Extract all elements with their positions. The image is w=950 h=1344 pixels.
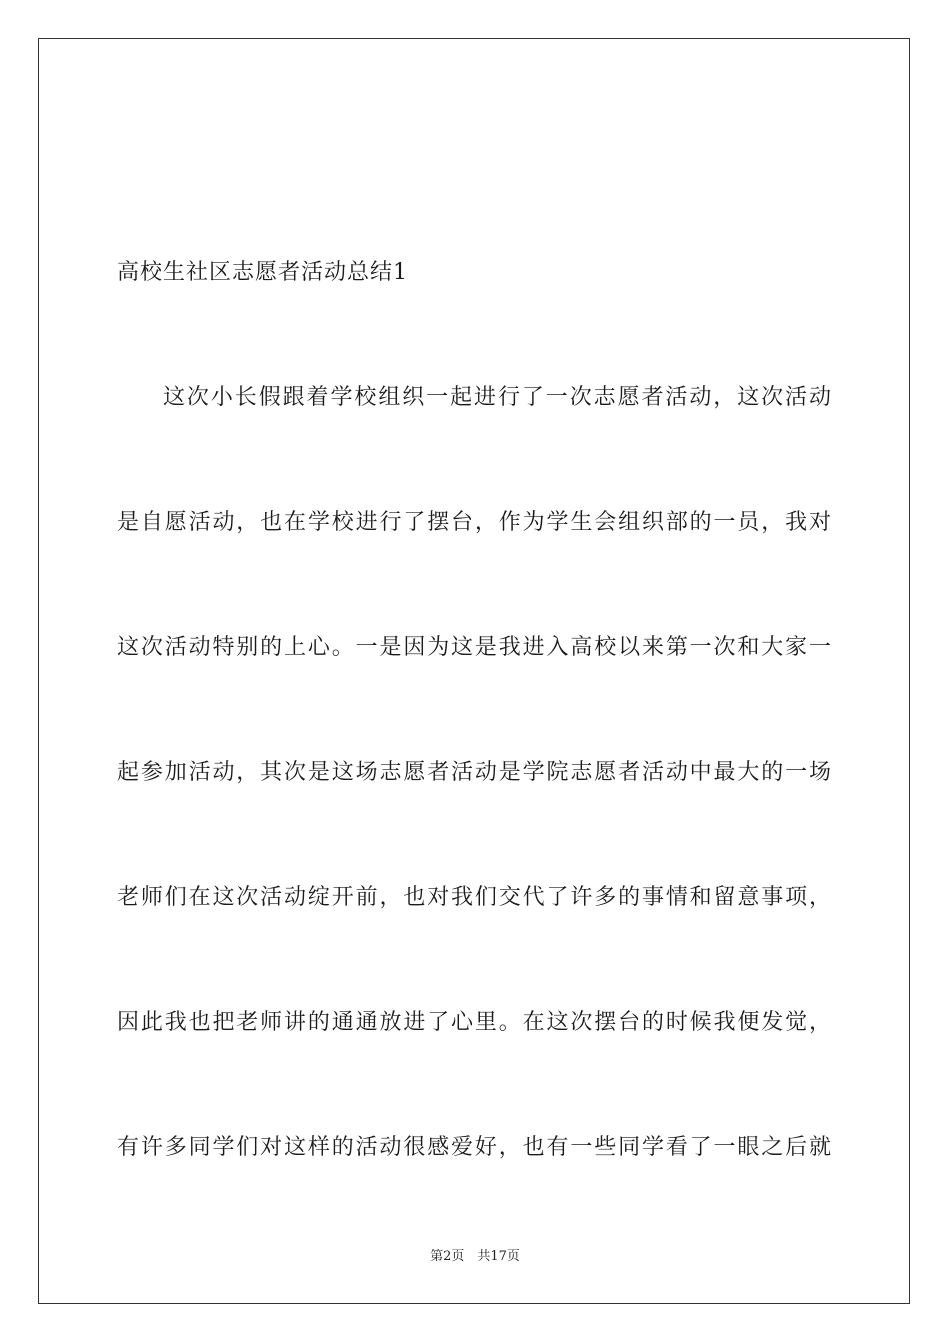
paragraph-line-6: 因此我也把老师讲的通通放进了心里。在这次摆台的时候我便发觉， [117, 1010, 831, 1035]
paragraph-line-1: 这次小长假跟着学校组织一起进行了一次志愿者活动，这次活动 [163, 385, 831, 410]
paragraph-line-4: 起参加活动，其次是这场志愿者活动是学院志愿者活动中最大的一场 [117, 760, 831, 785]
paragraph-line-2: 是自愿活动，也在学校进行了摆台，作为学生会组织部的一员，我对 [117, 510, 831, 535]
paragraph-line-5: 老师们在这次活动绽开前，也对我们交代了许多的事情和留意事项， [117, 885, 831, 910]
page-border [38, 38, 910, 1304]
page-number-footer: 第2页 共17页 [430, 1249, 520, 1264]
paragraph-line-3: 这次活动特别的上心。一是因为这是我进入高校以来第一次和大家一 [117, 635, 831, 660]
paragraph-line-7: 有许多同学们对这样的活动很感爱好，也有一些同学看了一眼之后就 [117, 1135, 831, 1160]
document-title: 高校生社区志愿者活动总结1 [117, 260, 408, 285]
